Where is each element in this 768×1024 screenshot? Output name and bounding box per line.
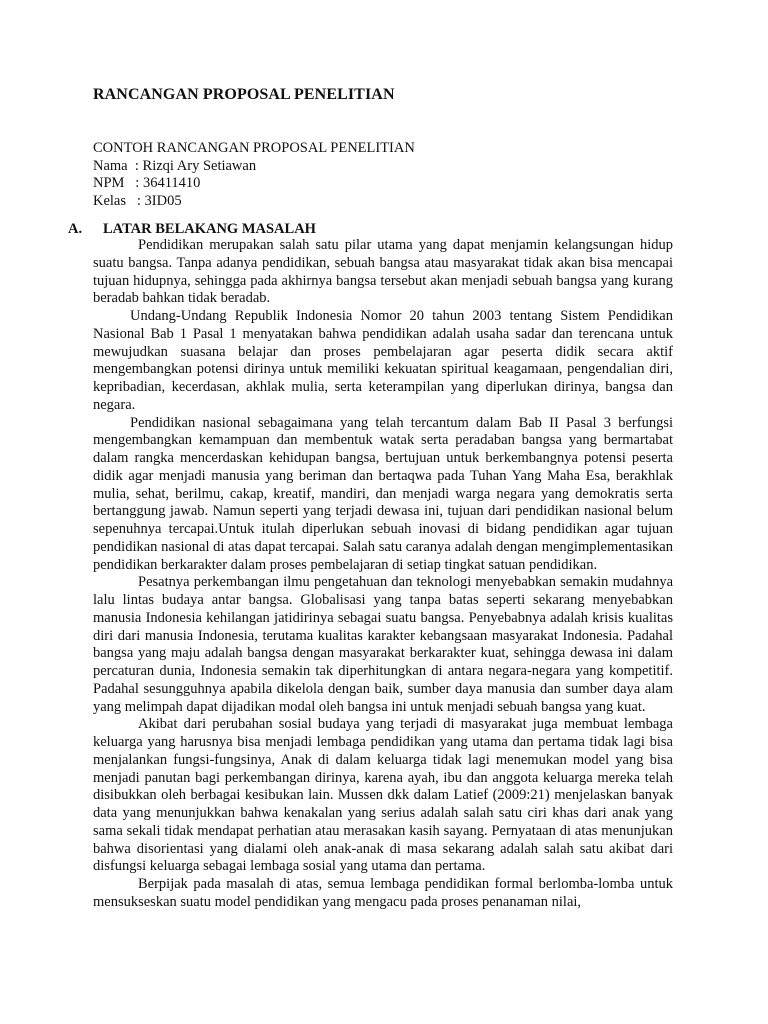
section-title: LATAR BELAKANG MASALAH (103, 221, 316, 237)
paragraph: Undang-Undang Republik Indonesia Nomor 20 tahun 2003 tentang Sistem Pendidikan Nasional Bab 1 Pasal 1 menyatakan bahwa pendidikan adalah usaha sadar dan terencana untuk mewujudkan suasana belajar dan proses pembelajaran agar peserta didik secara aktif mengembangkan potensi dirinya untuk memiliki kekuatan spiritual keagamaan, pengendalian diri, kepribadian, kecerdasan, akhlak mulia, serta keterampilan yang diperlukan dirinya, bangsa dan negara. (93, 308, 673, 413)
meta-name: Nama : Rizqi Ary Setiawan (93, 157, 257, 174)
section-heading (68, 221, 316, 238)
page-title: RANCANGAN PROPOSAL PENELITIAN (93, 86, 395, 103)
paragraph: Pendidikan merupakan salah satu pilar utama yang dapat menjamin kelangsungan hidup suatu bangsa. Tanpa adanya pendidikan, sebuah bangsa atau masyarakat tidak akan bisa mencapai tujuan hidupnya, sehingga pada akhirnya bangsa tersebut akan menjadi sebuah bangsa yang kurang beradab bahkan tidak beradab. (93, 237, 673, 307)
paragraph: Pesatnya perkembangan ilmu pengetahuan dan teknologi menyebabkan semakin mudahnya lalu lintas budaya antar bangsa. Globalisasi yang tanpa batas seperti sekarang menyebabkan manusia Indonesia kehilangan jatidirinya sebagai suatu bangsa. Penyebabnya adalah krisis kualitas diri dari manusia Indonesia, terutama kualitas karakter kebangsaan masyarakat Indonesia. Padahal bangsa yang maju adalah bangsa dengan masyarakat berkarakter kuat, sehingga dewasa ini dalam percaturan dunia, Indonesia semakin tak diperhitungkan di antara negara-negara yang kompetitif. Padahal sesungguhnya apabila dikelola dengan baik, sumber daya manusia dan sumber daya alam yang melimpah dapat dijadikan modal oleh bangsa ini untuk menjadi sebuah bangsa yang kuat. (93, 574, 673, 715)
meta-kelas: Kelas : 3ID05 (93, 192, 182, 209)
meta-npm: NPM : 36411410 (93, 175, 201, 192)
section-number: A. (68, 221, 83, 237)
paragraph: Berpijak pada masalah di atas, semua lembaga pendidikan formal berlomba-lomba untuk mensukseskan suatu model pendidikan yang mengacu pada proses penanaman nilai, (93, 876, 673, 910)
paragraph: Akibat dari perubahan sosial budaya yang terjadi di masyarakat juga membuat lembaga keluarga yang harusnya bisa menjadi lembaga pendidikan yang utama dan pertama tidak lagi bisa menjalankan fungsi-fungsinya, Anak di dalam keluarga tidak lagi menemukan model yang bisa menjadi panutan bagi perkembangan dirinya, karena ayah, ibu dan anggota keluarga mereka telah disibukkan oleh berbagai kesibukan lain. Mussen dkk dalam Latief (2009:21) menjelaskan banyak data yang menunjukkan bahwa kenakalan yang serius adalah salah satu ciri khas dari anak yang sama sekali tidak mendapat perhatian atau merasakan kasih sayang. Pernyataan di atas menunjukan bahwa disorientasi yang dialami oleh anak-anak di masa sekarang adalah salah satu akibat dari disfungsi keluarga sebagai lembaga sosial yang utama dan pertama. (93, 716, 673, 875)
document-meta (93, 140, 415, 210)
meta-subtitle: CONTOH RANCANGAN PROPOSAL PENELITIAN (93, 140, 415, 156)
section-body (93, 237, 673, 912)
paragraph: Pendidikan nasional sebagaimana yang telah tercantum dalam Bab II Pasal 3 berfungsi mengembangkan kemampuan dan membentuk watak serta peradaban bangsa yang bermartabat dalam rangka mencerdaskan kehidupan bangsa, bertujuan untuk berkembangnya potensi peserta didik agar menjadi manusia yang beriman dan bertaqwa pada Tuhan Yang Maha Esa, berakhlak mulia, sehat, berilmu, cakap, kreatif, mandiri, dan menjadi warga negara yang demokratis serta bertanggung jawab. Namun seperti yang terjadi dewasa ini, tujuan dari pendidikan nasional belum sepenuhnya tercapai.Untuk itulah diperlukan sebuah inovasi di bidang pendidikan agar tujuan pendidikan nasional di atas dapat tercapai. Salah satu caranya adalah dengan mengimplementasikan pendidikan berkarakter dalam proses pembelajaran di setiap tingkat satuan pendidikan. (93, 414, 673, 573)
